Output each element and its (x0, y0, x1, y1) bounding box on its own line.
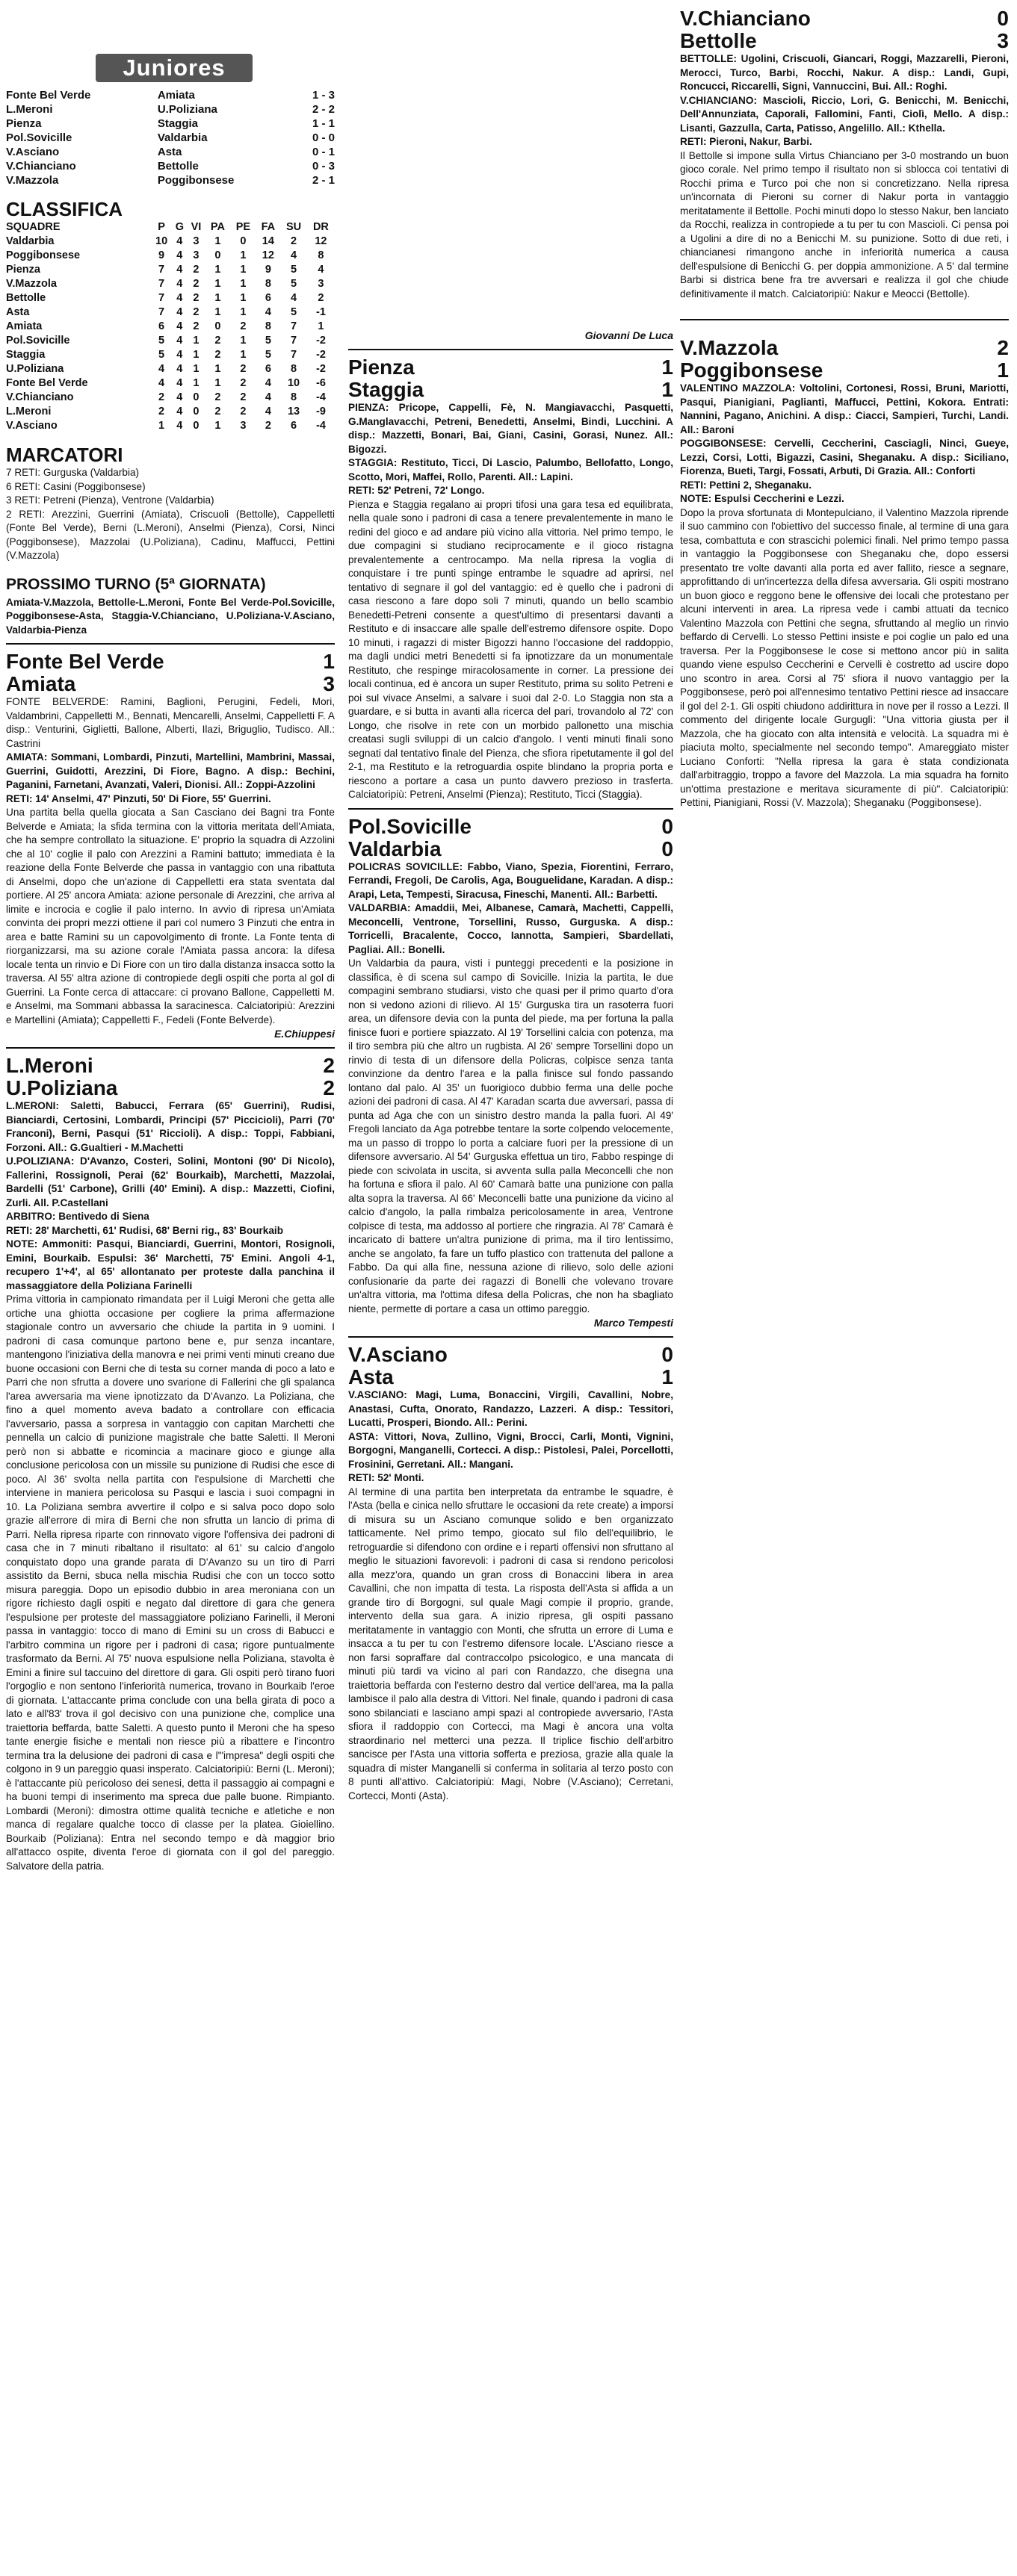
lineup-home: L.MERONI: Saletti, Babucci, Ferrara (65' Guerrini), Rudisi, Bianciardi, Certosini, Lombardi, Principi (57' Piccicioli), Parri (70' Franconi), Berni, Pasqui (51' Riccioli). A disp.: Toppi, Fabbiani, Forzoni. All.: G.Gualtieri - M.Machetti (6, 1100, 335, 1153)
standings-cell: 3 (193, 235, 200, 247)
standings-cell: 2 (158, 406, 165, 418)
standings-cell: 4 (176, 292, 183, 304)
result-home: Fonte Bel Verde (6, 89, 91, 102)
standings-header: DR (312, 221, 329, 233)
standings-cell: 4 (265, 306, 271, 318)
standings-cell: Staggia (6, 349, 46, 361)
divider (6, 643, 335, 645)
standings-cell: 4 (176, 335, 183, 347)
standings-cell: V.Chianciano (6, 391, 74, 403)
standings-cell: 0 (214, 249, 221, 261)
standings-cell: V.Mazzola (6, 278, 57, 290)
standings-cell: U.Poliziana (6, 363, 64, 375)
result-score: 0 - 1 (312, 146, 335, 158)
scorer-line: 7 RETI: Gurguska (Valdarbia) (6, 467, 140, 478)
lineup-home: POLICRAS SOVICILLE: Fabbo, Viano, Spezia, Fiorentini, Ferraro, Ferrandi, Fregoli, De Carolis, Aga, Bouguelidane, Karadan. A disp.: Arapi, Leta, Tempesti, Siracusa, Fineschi, Manenti. All.: Barbetti. (348, 860, 673, 900)
away-score: 1 (997, 359, 1009, 382)
result-away: Poggibonsese (157, 174, 235, 187)
standings-cell: -6 (315, 377, 326, 389)
result-home: V.Asciano (6, 146, 60, 158)
standings-row (6, 405, 335, 419)
standings-cell: 8 (291, 391, 297, 403)
standings-cell: L.Meroni (6, 406, 52, 418)
standings-cell: 2 (240, 320, 247, 332)
divider (348, 1336, 673, 1338)
author: Marco Tempesti (593, 1317, 673, 1329)
standings-cell: 1 (240, 335, 247, 347)
standings-cell: 1 (240, 264, 247, 276)
result-away: Valdarbia (157, 131, 208, 144)
standings-cell: 4 (176, 249, 183, 261)
result-row (6, 117, 335, 131)
result-away: Bettolle (157, 160, 199, 173)
away-team: Poggibonsese (680, 359, 823, 382)
result-score: 0 - 0 (312, 131, 335, 144)
standings-cell: 4 (265, 377, 271, 389)
report-body: Pienza e Staggia regalano ai propri tifosi una gara tesa ed equilibrata, nella quale sono i padroni di casa a tenere prevalentemente in mano le redini del gioco e ad andare più vicino alla vittoria. Nel primo tempo, le due compagini si studiano reciprocamente e il gioco ristagna prevalentemente a centrocampo. Ma nella ripresa la voglia di conquistare i tre punti spinge entrambe le squadre ad aprirsi, nel tentativo di segnare il gol del vantaggio: ed è quello che i padroni di casa riescono a fare dopo soli 7 minuti, quando un bello scambio Benedetti-Petreni consente a quest'ultimo di presentarsi davanti a Restituto e di insaccare alle spalle dell'estremo difensore ospite. Dopo 10 minuti, i ragazzi di mister Bigozzi hanno l'occasione del raddoppio, ma dagli undici metri Benedetti si fa ipnotizzare da un monumentale Restituto, che respinge miracolosamente in corner. La pressione dei locali continua, ed è ancora un super Restituto, prima su solito Petreni e poi sul vivace Anselmi, a salvare i suoi dal 2-0. Lo Staggia non sta a guardare, e si butta in avanti alla ricerca del pari, trovandolo al 72' con Longo, che risolve in rete con un morbido pallonetto una mischia creatasi sugli sviluppi di un calcio d'angolo. I venti minuti finali sono segnati dal tentativo finale del Pienza, che sfiora ripetutamente il gol del 2-1, ma Restituto e la retroguardia ospite blindano la propria porta e riescono a portare a casa un punto davvero prezioso in trasferta. Calciatoripiù: Petreni, Anselmi (Pienza); Restituto, Ticci (Staggia). (348, 498, 673, 800)
notes: NOTE: Ammoniti: Pasqui, Bianciardi, Guerrini, Montori, Rosignoli, Emini, Bourkaib. Espulsi: 36' Marchetti, 75' Emini. Angoli 4-1, recupero 1'+4', al 65' allontanato per proteste dalla panchina il massaggiatore della Poliziana Farinelli (6, 1238, 335, 1291)
lineup-home: BETTOLLE: Ugolini, Criscuoli, Giancari, Roggi, Mazzarelli, Pieroni, Merocci, Turco, Barbi, Rocchi, Nakur. A disp.: Landi, Gupi, Roncucci, Riccarelli, Signi, Vannuccini, Bui. All.: Roghi. (680, 53, 1009, 92)
standings-cell: 4 (176, 235, 183, 247)
standings-cell: 5 (158, 335, 165, 347)
result-score: 2 - 2 (312, 103, 335, 116)
standings-row (6, 235, 335, 249)
results-table (6, 88, 335, 187)
lineup-home: PIENZA: Pricope, Cappelli, Fè, N. Mangiavacchi, Pasquetti, G.Manglavacchi, Petreni, Benedetti, Anselmi, Bindi, Lucchini. A disp.: Mazzetti, Bonari, Bai, Giani, Casini, Gorasi, Nunez. All.: Bigozzi. (348, 402, 673, 455)
section-banner: Juniores (96, 54, 253, 82)
result-home: Pienza (6, 117, 42, 130)
standings-cell: 4 (176, 306, 183, 318)
home-score: 1 (323, 650, 335, 673)
standings-cell: 14 (262, 235, 274, 247)
standings-cell: 7 (291, 349, 297, 361)
standings-cell: 4 (291, 249, 297, 261)
goals: RETI: 14' Anselmi, 47' Pinzuti, 50' Di Fiore, 55' Guerrini. (6, 792, 271, 804)
standings-row (6, 263, 335, 277)
standings-cell: 4 (176, 377, 183, 389)
standings-cell: 4 (265, 406, 271, 418)
report-body: Prima vittoria in campionato rimandata per il Luigi Meroni che getta alle ortiche una ghiotta occasione per cogliere la prima affermazione stagionale contro un avversario che chiude la partita in 9 uomini. I padroni di casa comunque partono bene e, pur senza incantare, mantengono l'iniziativa della manovra e nei primi venti minuti creano due buone occasioni con Berni che di testa su corner manda di poco a lato e Parri che non sfrutta a dovere uno svarione di Fallerini che gli spalanca l'area avversaria ma viene ipnotizzato da D'Avanzo. La Poliziana, che fino a quel momento aveva badato a controllare con efficacia l'avversario, passa a sorpresa in vantaggio con capitan Marchetti che pennella un calcio di punizione magistrale che batte Saletti. Il Meroni però non si abbatte e ricomincia a macinare gioco e giunge alla conclusione pericolosa con un missile su punizione di Rudisi che esce di poco. Al 36' svolta nella partita con l'espulsione di Marchetti che interviene in maniera pericolosa su Pasqui e lascia i suoi compagni in 10. La Poliziana sembra avvertire il colpo e si salva poco dopo solo grazie all'errore di mira di Berni che non sfrutta un lancio di prima di Parri. Nella ripresa riparte con rinnovato vigore l'offensiva dei padroni di casa che in 7 minuti ribaltano il risultato: al 61' su calcio d'angolo conquistato dopo una grande parata di D'Avanzo su un tiro di Parri assistito da Berni, sbuca nella mischia Rudisi che con un tocco sotto misura pareggia. Dopo un episodio dubbio in area meroniana con un rigore richiesto dagli ospiti e negato dal direttore di gara che genera l'espulsione per proteste del massaggiatore poliziano Farinelli, il Meroni passa in vantaggio: tocco di mano di Emini su un cross di Babucci e l'arbitro commina un rigore per i padroni di casa; rigore puntualmente trasformato da Berni. Al 75' nuova espulsione nella Poliziana, stavolta è Emini a finire sul taccuino del direttore di gara. Gli ospiti però tirano fuori l'orgoglio e non sentono l'inferiorità numerica, trovano in Bourkaib l'eroe di giornata. L'attaccante prima conclude con una bella girata di poco a lato e all'83' trova il gol decisivo con una punizione che, complice una traiettoria beffarda, batte Saletti. A questo punto il Meroni che ha speso tante energie fisiche e mentali non riesce più a ribattere e l'incontro termina tra la delusione dei padroni di casa e l'"impresa" degli ospiti che colgono in 9 un pareggio quasi insperato. Calciatoripiù: Berni (L. Meroni); è l'attaccante più pericoloso dei senesi, detta il passaggio ai compagni e ha buoni tempi di inserimento ma spreca due palle buone. Rimpianto. Lombardi (Meroni): dimostra ottime qualità tecniche e atletiche e non manca di regalare qualche tocco di classe per la platea. Gioiellino. Bourkaib (Poliziana): Entra nel secondo tempo e dà maggior brio all'attacco ospite, diventa l'eroe di giornata con il gol del pareggio. Salvatore della patria. (6, 1294, 335, 1872)
standings-row (6, 419, 335, 433)
home-team: Fonte Bel Verde (6, 650, 164, 673)
standings-cell: Bettolle (6, 292, 46, 304)
result-score: 0 - 3 (312, 160, 335, 173)
report-body: Dopo la prova sfortunata di Montepulciano, il Valentino Mazzola riprende il suo cammino con l'obiettivo del successo finale, al termine di una gara tesa, combattuta e con strascichi polemici finali. Nel primo tempo passa in vantaggio la Poggibonsese con Sheganaku che, dopo essersi presentato tre volte davanti alla porta ed aver fallito, riesce a segnare, approfittando di un'incertezza della difesa avversaria. Gli ospiti mostrano un buon gioco e reggono bene le offensive dei locali che protestano per alcuni interventi in area. La ripresa vede i cambi attuati da tecnico Valentino Mazzola con Pettini che segna, sfruttando al meglio un rinvio beffardo di Cervelli. Lo stesso Pettini insiste e poi coglie un palo ed una traversa. Per la Poggibonsese le cose si mettono ancor più in salita quando viene espulso Ceccherini e Cervelli è costretto ad uscire dopo uno scontro in area. Corsi al 75' sfiora il nuovo vantaggio per la Poggibonsese, però poi all'ennesimo tentativo Pettini riesce ad insaccare il gol del 2-1. Gli ospiti chiudono addirittura in nove per il rosso a Lezzi. Il commento del dirigente locale Gurguglì: "Una vittoria giusta per il Mazzola, che ha giocato con alta intensità e velocità. La squadra mi è piaciuta molto, specialmente nel secondo tempo". Amareggiato mister Luciano Conforti: "Nella ripresa la gara è stata condizionata dall'arbitraggio, troppo a favore del Mazzola. La mia squadra ha fornito un'ottima prestazione e meritava sicuramente di più". Calciatoripiù: Pettini, Pianigiani, Rossi (V. Mazzola); Sheganaku (Poggibonsese). (680, 506, 1009, 808)
standings-cell: 0 (240, 235, 247, 247)
home-score: 2 (997, 336, 1009, 359)
home-team: V.Asciano (348, 1343, 448, 1366)
standings-cell: 2 (193, 306, 200, 318)
home-score: 0 (661, 1343, 673, 1366)
continued-text-space (348, 0, 673, 329)
standings-cell: 0 (214, 320, 221, 332)
standings-cell: 7 (158, 264, 165, 276)
divider (348, 808, 673, 810)
away-team: Staggia (348, 378, 424, 401)
match-report-sovicille (348, 816, 673, 1331)
lineup-away: VALDARBIA: Amaddii, Mei, Albanese, Camarà, Machetti, Cappelli, Meconcelli, Ventrone, Torsellini, Russo, Gurguska. A disp.: Torricelli, Bracalente, Cocco, Iannotta, Sampieri, Sbardellati, Pagliai. All.: Bonelli. (348, 902, 673, 955)
standings-cell: 2 (291, 235, 297, 247)
match-report-asciano (348, 1344, 673, 1803)
standings-cell: 2 (214, 391, 221, 403)
standings-cell: 2 (240, 377, 247, 389)
home-score: 2 (323, 1054, 335, 1077)
standings-cell: 4 (291, 292, 297, 304)
standings-row (6, 348, 335, 362)
standings-cell: 2 (214, 335, 221, 347)
standings-cell: -1 (315, 306, 326, 318)
standings-cell: 1 (214, 278, 221, 290)
standings-cell: 4 (176, 320, 183, 332)
standings-cell: Asta (6, 306, 30, 318)
standings-cell: 1 (240, 349, 247, 361)
standings-cell: -4 (315, 391, 326, 403)
standings-cell: 3 (318, 278, 324, 290)
standings-cell: Amiata (6, 320, 43, 332)
lineup-home: FONTE BELVERDE: Ramini, Baglioni, Perugini, Fedeli, Mori, Valdambrini, Cappelletti M., Bennati, Mencarelli, Anselmi, Cappelletti F. A disp.: Venturini, Giglietti, Ballone, Alberti, Ilazi, Briguglio, Tudisco. All.: Castrini (6, 696, 335, 749)
standings-row (6, 249, 335, 263)
standings-cell: 5 (158, 349, 165, 361)
lineup-home: VALENTINO MAZZOLA: Voltolini, Cortonesi, Rossi, Bruni, Mariotti, Pasqui, Pianigiani, Paglianti, Maffucci, Pettini, Kokora. Entrati: Nannini, Pagano, Anichini. A disp.: Ciacci, Sampieri, Turchi, Landi. All.: Baroni (680, 382, 1009, 435)
standings-cell: 13 (287, 406, 300, 418)
standings-cell: 7 (291, 320, 297, 332)
standings-cell: 4 (318, 264, 324, 276)
column-1 (6, 0, 335, 1873)
standings-cell: 1 (240, 249, 247, 261)
standings-header: SU (285, 221, 302, 233)
standings-cell: 4 (265, 391, 271, 403)
standings-cell: 4 (176, 264, 183, 276)
standings-cell: 4 (176, 278, 183, 290)
result-away: U.Poliziana (157, 103, 217, 116)
away-team: U.Poliziana (6, 1076, 118, 1099)
divider (6, 1047, 335, 1049)
standings-cell: -9 (315, 406, 326, 418)
standings-cell: Pienza (6, 264, 40, 276)
result-row (6, 102, 335, 117)
result-away: Asta (157, 146, 182, 158)
standings-cell: 1 (193, 349, 200, 361)
match-report-chianciano (680, 7, 1009, 301)
result-home: V.Mazzola (6, 174, 59, 187)
classifica-title: CLASSIFICA (6, 198, 123, 220)
standings-cell: 1 (240, 292, 247, 304)
standings-cell: 5 (291, 306, 297, 318)
standings-row (6, 277, 335, 291)
standings-cell: 2 (240, 391, 247, 403)
home-team: L.Meroni (6, 1054, 93, 1077)
standings-cell: 1 (158, 420, 165, 432)
author: E.Chiuppesi (274, 1028, 335, 1040)
divider (680, 319, 1009, 320)
standings-cell: 2 (158, 391, 165, 403)
home-team: V.Mazzola (680, 336, 779, 359)
result-score: 1 - 1 (312, 117, 335, 130)
standings-cell: 1 (214, 235, 221, 247)
standings-cell: 12 (262, 249, 274, 261)
standings-cell: 5 (291, 278, 297, 290)
standings-cell: -2 (315, 335, 326, 347)
standings-row (6, 305, 335, 320)
standings-cell: 1 (318, 320, 324, 332)
standings-header: PA (210, 221, 225, 233)
standings-cell: 2 (240, 363, 247, 375)
author: Giovanni De Luca (584, 329, 673, 341)
result-home: Pol.Sovicille (6, 131, 72, 144)
standings-cell: 2 (193, 320, 200, 332)
standings-cell: -2 (315, 349, 326, 361)
standings-cell: 7 (291, 335, 297, 347)
standings-cell: -2 (315, 363, 326, 375)
goals: RETI: 52' Petreni, 72' Longo. (348, 485, 485, 496)
standings-cell: 1 (214, 264, 221, 276)
standings-cell: 6 (291, 420, 297, 432)
standings-header: SQUADRE (6, 221, 61, 233)
standings-cell: Poggibonsese (6, 249, 81, 261)
standings-cell: 4 (158, 363, 165, 375)
standings-header: P (158, 221, 165, 233)
result-row (6, 131, 335, 145)
standings-row (6, 320, 335, 334)
standings-cell: 1 (193, 377, 200, 389)
standings-cell: 2 (193, 292, 200, 304)
standings-cell: 2 (193, 264, 200, 276)
match-report-mazzola (680, 337, 1009, 810)
standings-cell: -4 (315, 420, 326, 432)
scorer-line: 3 RETI: Petreni (Pienza), Ventrone (Valdarbia) (6, 494, 214, 506)
standings-cell: 5 (265, 349, 271, 361)
report-body: Un Valdarbia da paura, visti i punteggi precedenti e la posizione in classifica, è di scena sul campo di Sovicille. Inizia la partita, le due compagini sembrano studiarsi, visto che quasi per il primo quarto d'ora non si vedono azioni di rilievo. Al 15' Gurguska tira un rasoterra fuori area, un difensore devia con la punta del piede, ma per fortuna la palla finisce fuori e portiere spiazzato. Al 19' Torsellini calcia con potenza, ma il tiro sembra più che altro un rugbista. Al 26' sempre Torsellini dopo un rinvio di testa di un difensore della Policras, colpisce senza tanta convinzione da dentro l'area e la palla finisce sul fondo passando lontano dal palo. Al 35' un fuorigioco dubbio ferma una delle poche azioni dei padroni di casa. Al 47' Karadan scarta due avversari, passa di punta ad Aga che con un sinistro destro manda la palla fuori. Al 49' Fregoli lanciato da Aga potrebbe tentare la sorte colpendo velocemente, ma un passo di troppo lo porta a calciare fuori per la pressione di un difensore avversario. Al 54' Gurguska effettua un tiro, Fabbo respinge di piede con scivolata in uscita, si avventa sulla palla Meconcelli che non ha fortuna e sfiora il palo. Al 60' Camarà batte una punizione con palla alta sopra la traversa. Al 66' Meconcelli batte una punizione da vicino al calcio d'angolo, la palla rimbalza pericolosamente in area, Ventrone colpisce di testa, ma addosso al portiere che ringrazia. Al 78' Camarà è incaricato di battere un'altra punizione di prima, ma il tiro lentissimo, anche se angolato, fa fare un tuffo plastico con trattenuta del pallone a Fabbo. Da qui alla fine, nessuna azione di rilievo, solo delle azioni confusionarie da parte dei ragazzi di Bonelli che volevano trovare un'altra vittoria, ma l'ottima difesa della Policras, che non ha sbagliato niente, permette di portare a casa un ottimo pareggio. (348, 958, 673, 1315)
standings-cell: 9 (265, 264, 271, 276)
home-score: 0 (997, 7, 1009, 30)
standings-cell: 1 (214, 363, 221, 375)
report-body: Una partita bella quella giocata a San Casciano dei Bagni tra Fonte Belverde e Amiata; la sfida termina con la vittoria meritata dell'Amiata, che ha sempre controllato la situazione. E' proprio la squadra di Azzolini che al 10' coglie il palo con Arezzini a Ramini battuto; immediata è la reazione della Fonte Belverde che passa in vantaggio con una ribattuta di Anselmi, dopo che un'azione di Cappelletti era stata sventata dal portiere. Al 25' ancora Amiata: azione personale di Arezzini, che arriva al limite e incrocia e coglie il palo interno. In avvio di ripresa un'Amiata convinta dei propri mezzi ottiene il pari col numero 3 Pinzuti che entra in area e batte Ramini su un capovolgimento di fronte. La Fonte tenta di riorganizzarsi, ma su azione corale l'Amiata passa ancora: la difesa locale tenta un rinvio e Di Fiore con un tiro dalla distanza insacca sotto la traversa. Al 55' altra azione di contropiede degli ospiti che porta al gol di Guerrini. La Fonte cerca di attaccare: ci provano Ballone, Cappelletti M. e Anselmi, ma Sommani abbassa la saracinesca. Calciatoripiù: Arezzini e Martellini (Amiata); Cappelletti F., Fedeli (Fonte Belverde). (6, 807, 335, 1025)
standings-cell: 4 (158, 377, 165, 389)
divider (348, 349, 673, 350)
column-3 (680, 0, 1009, 810)
scorer-line: 6 RETI: Casini (Poggibonsese) (6, 480, 146, 492)
referee: ARBITRO: Bentivedo di Siena (6, 1211, 149, 1222)
away-score: 3 (997, 29, 1009, 52)
match-report-meroni (6, 1055, 335, 1873)
standings-cell: 1 (214, 377, 221, 389)
report-body: Al termine di una partita ben interpretata da entrambe le squadre, è l'Asta (bella e cinica nello sfruttare le occasioni da rete create) a imporsi di misura su un Asciano comunque solido e ben organizzato tatticamente. Nel primo tempo, giocato sul filo dell'equilibrio, le retroguardie si difendono con ordine e i reparti offensivi non sfruttano al meglio le situazioni favorevoli: i padroni di casa si rendono pericolosi alla mezz'ora, quando un gran cross di Bonaccini libera in area Cavallini, che non impatta di testa. La risposta dell'Asta si affida a un grande tiro di Borgogni, sul quale Magi compie il proprio, grande, intervento della sua gara. A inizio ripresa, gli ospiti passano meritatamente in vantaggio con Monti, che sfrutta un errore di Luma e insacca a tu per tu con l'estremo difensore locale. L'Asciano riesce a non farsi sopraffare dal contraccolpo psicologico, e una mancata di minuti più tardi va vicino al pari con Randazzo, che disegna una traiettoria beffarda con l'esterno destro dal vertice dell'area, ma la palla lambisce il palo alla destra di Vittori. Nel finale, quando i padroni di casa sono sbilanciati e lasciano ampi spazi al contropiede avversario, l'Asta sfiora il raddoppio con Cortecci, ma Magi è ancora una volta straordinario nel metterci una pezza. Il triplice fischio dell'arbitro sancisce per l'Asta una vittoria sofferta e preziosa, grazie alla quale la squadra di mister Manganelli si conferma in solitaria al terzo posto con 8 punti all'attivo. Calciatoripiù: Magi, Nobre (V.Asciano); Cerretani, Cortecci, Monti (Asta). (348, 1486, 673, 1801)
home-team: V.Chianciano (680, 7, 811, 30)
match-report-pienza (348, 356, 673, 802)
standings-row (6, 376, 335, 391)
goals: RETI: 52' Monti. (348, 1472, 424, 1483)
home-team: Pienza (348, 356, 415, 379)
result-away: Amiata (157, 89, 195, 102)
home-score: 0 (661, 814, 673, 838)
scorers-list (6, 466, 335, 563)
lineup-home: V.ASCIANO: Magi, Luma, Bonaccini, Virgili, Cavallini, Nobre, Anastasi, Cufta, Onorato, Randazzo, Lazzeri. A disp.: Tessitori, Lucatti, Prosperi, Biondo. All.: Perini. (348, 1389, 673, 1428)
standings-cell: 8 (318, 249, 324, 261)
lineup-away: U.POLIZIANA: D'Avanzo, Costeri, Solini, Montoni (90' Di Nicolo), Fallerini, Rossignoli, Perai (62' Bourkaib), Marchetti, Mazzolai, Bardelli (51' Carbone), Grilli (40' Emini). A disp.: Mazzetti, Ciofini, Zurli. All. P.Castellani (6, 1155, 335, 1208)
standings-cell: 3 (240, 420, 247, 432)
standings-cell: Pol.Sovicille (6, 335, 70, 347)
result-row (6, 88, 335, 102)
standings-header: VI (191, 221, 202, 233)
standings-cell: 0 (193, 391, 200, 403)
standings-cell: V.Asciano (6, 420, 58, 432)
result-score: 2 - 1 (312, 174, 335, 187)
notes: NOTE: Espulsi Ceccherini e Lezzi. (680, 493, 844, 504)
standings-cell: 3 (193, 249, 200, 261)
standings-row (6, 334, 335, 348)
standings-cell: 2 (193, 278, 200, 290)
standings-cell: 10 (155, 235, 168, 247)
standings-cell: 10 (287, 377, 300, 389)
standings-cell: 4 (176, 420, 183, 432)
marcatori-title: MARCATORI (6, 444, 123, 466)
standings-table (6, 220, 335, 433)
away-team: Asta (348, 1365, 394, 1388)
column-2 (348, 0, 673, 1803)
report-body: Il Bettolle si impone sulla Virtus Chianciano per 3-0 mostrando un buon gioco corale. Nel primo tempo il risultato non si sblocca coi tentativi di Rocchi prima e Turco poi che non si concretizzano. Nella ripresa un'incornata di Pieroni su corner di Nakur porta in vantaggio meritatamente il Bettolle. Pochi minuti dopo lo stesso Nakur, ben lanciato da Rocchi, realizza in contropiede a tu per tu con Mascioli. Ci pensa poi a Ugolini a dire di no a Benicchi M. su punizione. Sotto di due reti, i chiancianesi rimangono anche in inferiorità numerica a causa dell'espulsione di Benicchi G. per doppia ammonizione. A 5' dal termine Barbi si districa bene fra tre avversari e realizza il gol che chiude definitivamente il match. Calciatoripiù: Nakur e Meocci (Bettolle). (680, 149, 1009, 300)
standings-cell: 4 (176, 391, 183, 403)
standings-cell: 8 (265, 320, 271, 332)
away-score: 1 (661, 378, 673, 401)
standings-row (6, 291, 335, 305)
match-report-fonte (6, 651, 335, 1041)
standings-cell: Valdarbia (6, 235, 55, 247)
standings-cell: 1 (193, 335, 200, 347)
standings-cell: 7 (158, 306, 165, 318)
standings-cell: 1 (193, 363, 200, 375)
away-score: 1 (661, 1365, 673, 1388)
lineup-away: AMIATA: Sommani, Lombardi, Pinzuti, Martellini, Mambrini, Massai, Guerrini, Guidotti, Arezzini, Di Fiore, Bagno. A disp.: Bechini, Paganini, Farnetani, Avanzati, Valeri, Dionisi. All.: Zoppi-Azzolini (6, 751, 335, 790)
result-row (6, 173, 335, 187)
standings-cell: 9 (158, 249, 165, 261)
prossimo-turno-text: Amiata-V.Mazzola, Bettolle-L.Meroni, Fonte Bel Verde-Pol.Sovicille, Poggibonsese-Asta, Staggia-V.Chianciano, U.Poliziana-V.Asciano, Valdarbia-Pienza (6, 596, 335, 636)
standings-cell: Fonte Bel Verde (6, 377, 88, 389)
standings-cell: 1 (214, 306, 221, 318)
standings-cell: 8 (265, 278, 271, 290)
result-home: L.Meroni (6, 103, 53, 116)
prossimo-turno-title: PROSSIMO TURNO (5ª GIORNATA) (6, 575, 266, 593)
standings-row (6, 391, 335, 405)
standings-cell: 4 (176, 363, 183, 375)
standings-cell: 1 (214, 292, 221, 304)
result-row (6, 145, 335, 159)
standings-cell: 12 (315, 235, 327, 247)
standings-cell: 2 (318, 292, 324, 304)
result-home: V.Chianciano (6, 160, 76, 173)
away-team: Valdarbia (348, 837, 442, 860)
standings-cell: 1 (214, 420, 221, 432)
standings-cell: 8 (291, 363, 297, 375)
standings-cell: 2 (240, 406, 247, 418)
goals: RETI: Pettini 2, Sheganaku. (680, 479, 812, 491)
standings-cell: 1 (240, 306, 247, 318)
scorer-line: 2 RETI: Arezzini, Guerrini (Amiata), Criscuoli (Bettolle), Cappelletti (Fonte Bel Verde), Berni (L.Meroni), Anselmi (Pienza), Corsi, Ninci (Poggibonsese), Mazzolai (U.Poliziana), Cadinu, Maffucci, Pettini (V.Mazzola) (6, 508, 335, 561)
goals: RETI: Pieroni, Nakur, Barbi. (680, 136, 812, 147)
home-score: 1 (661, 356, 673, 379)
standings-header: FA (261, 221, 276, 233)
away-team: Bettolle (680, 29, 757, 52)
standings-row (6, 362, 335, 376)
standings-cell: 0 (193, 406, 200, 418)
away-score: 2 (323, 1076, 335, 1099)
standings-cell: 4 (176, 406, 183, 418)
away-score: 3 (323, 672, 335, 695)
standings-cell: 1 (240, 278, 247, 290)
home-team: Pol.Sovicille (348, 814, 472, 838)
result-row (6, 159, 335, 173)
standings-cell: 7 (158, 292, 165, 304)
standings-cell: 6 (265, 363, 271, 375)
away-score: 0 (661, 837, 673, 860)
lineup-away: V.CHIANCIANO: Mascioli, Riccio, Lori, G. Benicchi, M. Benicchi, Dell'Annunziata, Caporali, Fallomini, Fanti, Ciolì, Mello. A disp.: Lisanti, Gazzulla, Carta, Patisso, Angelillo. All.: Kthella. (680, 94, 1009, 134)
lineup-away: POGGIBONSESE: Cervelli, Ceccherini, Casciagli, Ninci, Gueye, Lezzi, Corsi, Lotti, Bigazzi, Casini, Sheganaku. A disp.: Siciliano, Fiorenza, Bueti, Targi, Fossati, Arbuti, Di Grazia. All.: Conforti (680, 438, 1009, 477)
standings-cell: 2 (214, 349, 221, 361)
standings-cell: 0 (193, 420, 200, 432)
standings-cell: 7 (158, 278, 165, 290)
result-score: 1 - 3 (312, 89, 335, 102)
result-away: Staggia (157, 117, 199, 130)
standings-cell: 5 (265, 335, 271, 347)
standings-cell: 2 (265, 420, 271, 432)
standings-cell: 5 (291, 264, 297, 276)
standings-cell: 6 (265, 292, 271, 304)
standings-header: PE (235, 221, 251, 233)
standings-cell: 6 (158, 320, 165, 332)
away-team: Amiata (6, 672, 76, 695)
lineup-away: STAGGIA: Restituto, Ticci, Di Lascio, Palumbo, Bellofatto, Longo, Scotto, Mori, Maffei, Rollo, Parenti. All.: Lapini. (348, 457, 673, 482)
standings-cell: 4 (176, 349, 183, 361)
standings-header: G (175, 221, 184, 233)
goals: RETI: 28' Marchetti, 61' Rudisi, 68' Berni rig., 83' Bourkaib (6, 1224, 284, 1236)
standings-cell: 2 (214, 406, 221, 418)
lineup-away: ASTA: Vittori, Nova, Zullino, Vigni, Brocci, Carli, Monti, Vignini, Borgogni, Manganelli, Cortecci. A disp.: Pistolesi, Palei, Porcellotti, Frosinini, Gerretani. All.: Mangani. (348, 1430, 673, 1470)
